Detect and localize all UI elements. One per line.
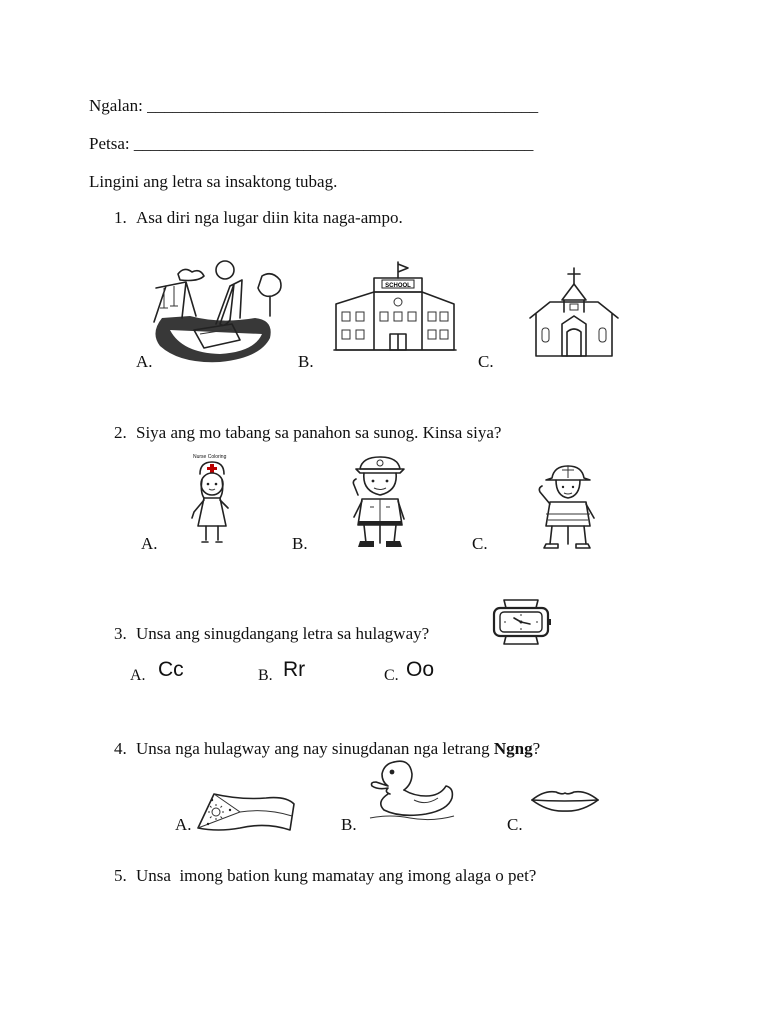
question-5-number: 5. [114,866,127,885]
q3-choice-b-label[interactable]: B. [258,667,273,684]
q4-choice-a-label[interactable]: A. [175,815,192,834]
q1-choice-c-label[interactable]: C. [478,352,494,371]
wristwatch-icon [490,598,552,646]
nurse-icon [188,460,238,548]
question-3-number: 3. [114,624,127,643]
question-3-text: Unsa ang sinugdangang letra sa hulagway? [136,624,430,643]
nurse-coloring-caption: Nurse Coloring [193,454,227,460]
name-line: Ngalan: ______________________________________________ [89,96,539,115]
question-4-number: 4. [114,739,127,758]
q3-choice-c-label[interactable]: C. [384,667,399,684]
q3-choice-a-value[interactable]: Cc [158,658,184,681]
question-4-text-after: ? [532,739,541,758]
q1-choice-a-label[interactable]: A. [136,352,153,371]
church-icon [526,268,620,360]
question-1-text: Asa diri nga lugar diin kita naga-ampo. [136,208,403,227]
firefighter-icon [536,462,598,550]
q2-choice-b-label[interactable]: B. [292,534,308,553]
q2-choice-c-label[interactable]: C. [472,534,488,553]
q3-choice-b-value[interactable]: Rr [283,658,306,681]
duck-icon [366,758,458,824]
question-1-number: 1. [114,208,127,227]
question-2-number: 2. [114,423,127,442]
flag-icon [196,790,296,834]
q4-choice-b-label[interactable]: B. [341,815,357,834]
q4-choice-c-label[interactable]: C. [507,815,523,834]
question-4-text [136,739,540,759]
q2-choice-a-label[interactable]: A. [141,534,158,553]
lips-icon [530,788,600,814]
date-line: Petsa: _______________________________________________ [89,134,534,153]
school-sign-text: SCHOOL [385,283,411,289]
school-building-icon [334,262,456,356]
question-4-target-letters: Ngng [493,739,533,758]
playground-icon [150,258,285,370]
q3-choice-c-value[interactable]: Oo [406,658,435,681]
question-5-text: Unsa imong bation kung mamatay ang imong alaga o pet? [136,866,537,885]
instruction-text: Lingini ang letra sa insaktong tubag. [89,172,338,191]
question-2-text: Siya ang mo tabang sa panahon sa sunog. Kinsa siya? [136,423,502,442]
police-officer-icon [346,455,412,549]
question-4-text-before: Unsa nga hulagway ang nay sinugdanan nga letrang [136,739,494,758]
q1-choice-b-label[interactable]: B. [298,352,314,371]
q3-choice-a-label[interactable]: A. [130,667,146,684]
